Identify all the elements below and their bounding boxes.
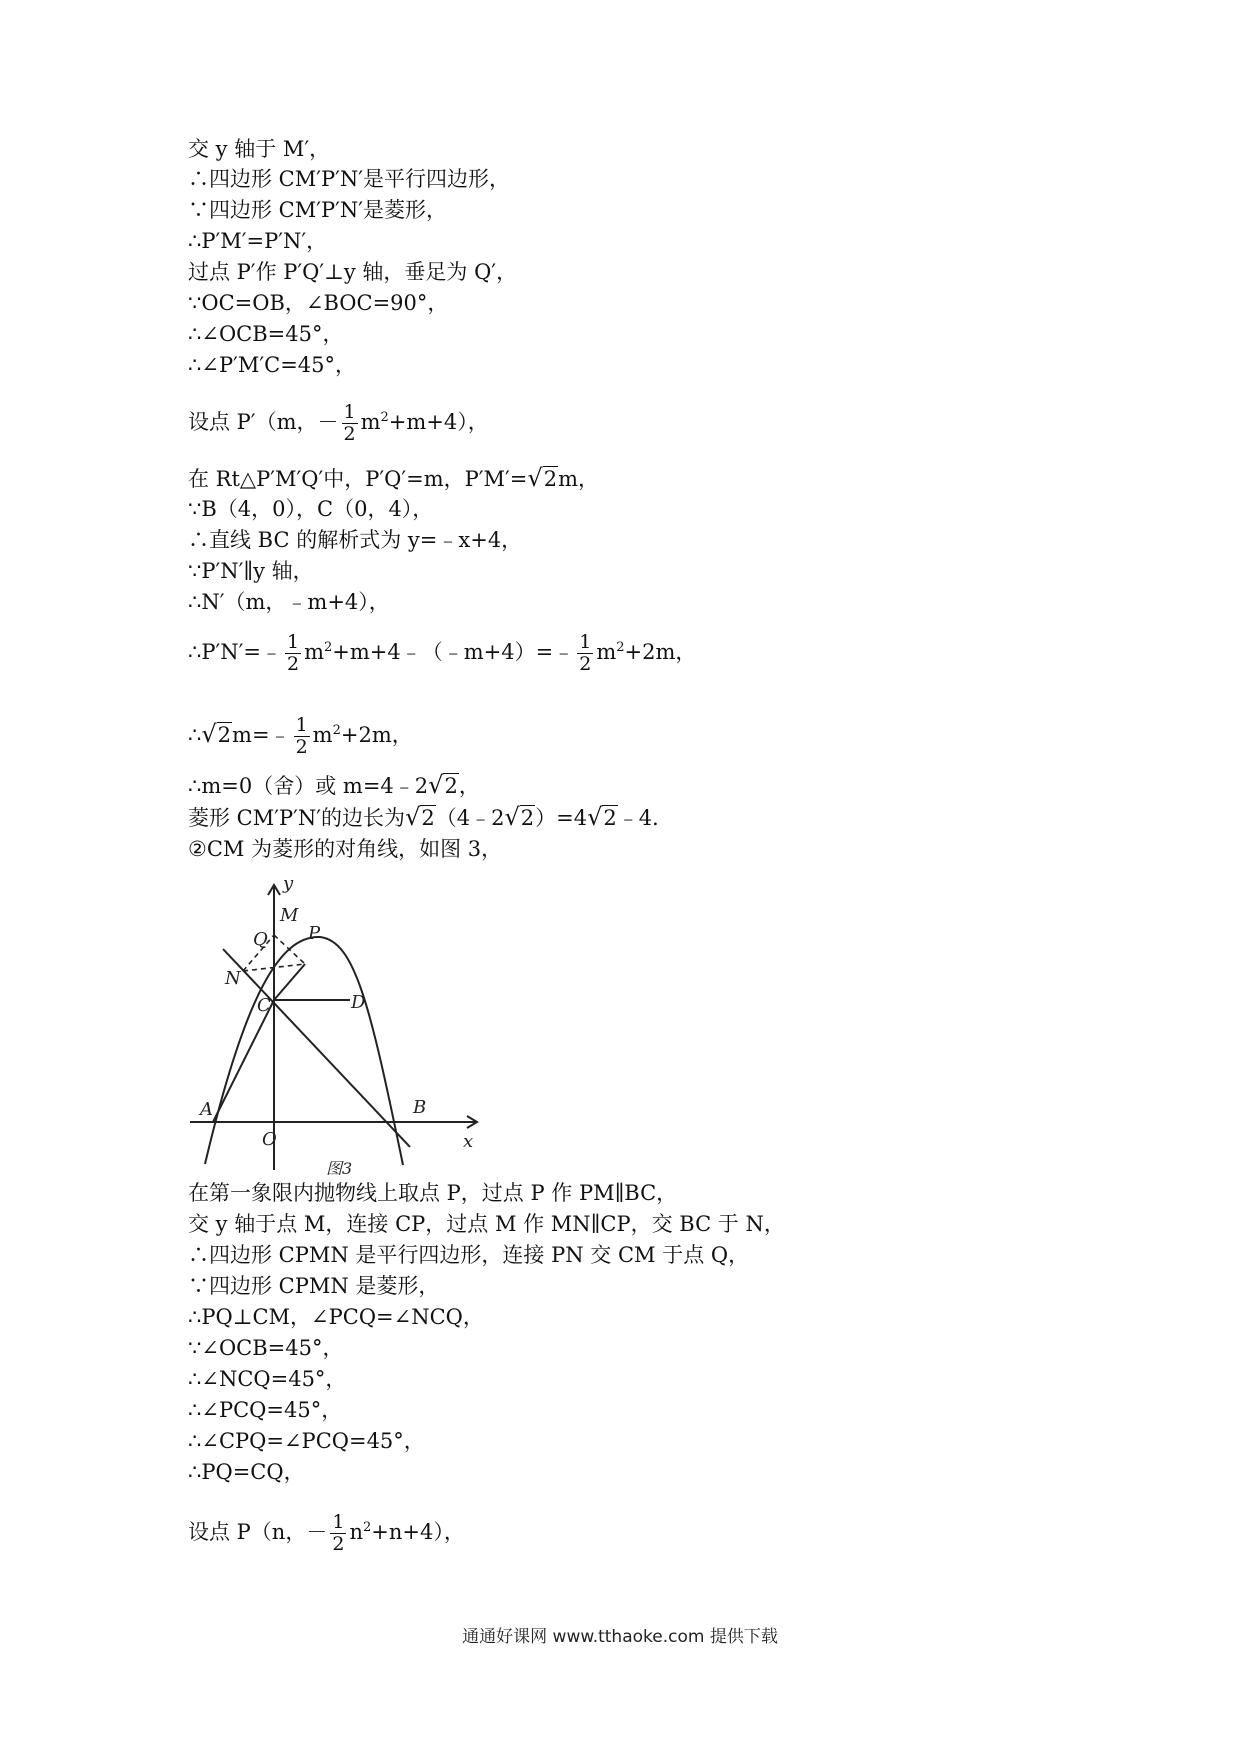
text-fragment: ∴P′N′=﹣: [188, 640, 282, 664]
page-footer: 通通好课网 www.tthaoke.com 提供下载: [462, 1627, 778, 1647]
label-n: N: [225, 968, 241, 989]
label-a: A: [200, 1099, 213, 1120]
formula-line: [188, 466, 599, 491]
formula-line: [188, 1508, 465, 1556]
text-fragment: m: [312, 723, 333, 747]
fraction: [285, 632, 301, 675]
radicand: 2: [520, 806, 535, 830]
figure-caption: 图3: [326, 1159, 353, 1175]
radical-sign: √: [504, 803, 520, 831]
text-line: 过点 P′作 P′Q′⊥y 轴，垂足为 Q′，: [188, 260, 518, 284]
fraction: [342, 402, 358, 445]
exponent: 2: [380, 410, 389, 425]
fraction-denominator: 2: [295, 736, 308, 758]
text-line: ∴PQ⊥CM，∠PCQ=∠NCQ，: [188, 1305, 484, 1329]
text-fragment: 设点 P（n，－: [188, 1520, 328, 1544]
formula-line: [188, 628, 696, 676]
text-line: ∵P′N′∥y 轴，: [188, 559, 314, 583]
fraction: [577, 632, 593, 675]
text-fragment: m=﹣: [232, 723, 291, 747]
text-fragment: 设点 P′（m，－: [188, 410, 339, 434]
square-root: [428, 773, 459, 798]
fraction-denominator: 2: [287, 653, 300, 675]
label-p: P: [308, 923, 321, 944]
text-fragment: 菱形 CM′P′N′的边长为: [188, 806, 406, 830]
label-d: D: [351, 992, 366, 1013]
radical-sign: √: [428, 771, 444, 799]
text-line: ∴∠OCB=45°，: [188, 322, 344, 346]
label-m: M: [280, 905, 299, 926]
text-fragment: ∴: [188, 723, 202, 747]
text-line: ∴直线 BC 的解析式为 y=﹣x+4，: [188, 528, 523, 552]
fraction: [330, 1512, 346, 1555]
text-fragment: ∴m=0（舍）或 m=4﹣2: [188, 774, 429, 798]
text-fragment: +m+4﹣（﹣m+4）=﹣: [332, 640, 575, 664]
formula-line: [188, 805, 673, 830]
fraction-denominator: 2: [579, 653, 592, 675]
fraction-numerator: 1: [579, 631, 592, 653]
exponent: 2: [362, 1520, 372, 1535]
text-fragment: +2m，: [624, 640, 697, 664]
text-fragment: m: [304, 640, 325, 664]
text-line: 交 y 轴于 M′，: [188, 137, 331, 161]
label-o: O: [262, 1129, 277, 1150]
text-line: ∴∠P′M′C=45°，: [188, 353, 357, 377]
radicand: 2: [543, 467, 558, 491]
text-line: ∵四边形 CM′P′N′是菱形，: [188, 198, 448, 222]
label-b: B: [413, 1097, 427, 1118]
text-line: ∴PQ=CQ，: [188, 1460, 305, 1484]
formula-line: [188, 773, 480, 798]
label-x: x: [463, 1131, 474, 1152]
fraction-denominator: 2: [332, 1533, 345, 1555]
text-fragment: （4﹣2: [435, 806, 505, 830]
exponent: 2: [332, 723, 341, 738]
text-line: 在第一象限内抛物线上取点 P，过点 P 作 PM∥BC，: [188, 1181, 678, 1205]
text-line: 交 y 轴于点 M，连接 CP，过点 M 作 MN∥CP，交 BC 于 N，: [188, 1212, 785, 1236]
text-line: ②CM 为菱形的对角线，如图 3，: [188, 837, 503, 861]
text-line: ∴四边形 CM′P′N′是平行四边形，: [188, 167, 511, 191]
label-q: Q: [253, 929, 268, 950]
text-line: ∴∠PCQ=45°，: [188, 1398, 343, 1422]
square-root: [201, 710, 232, 759]
text-fragment: m: [360, 410, 381, 434]
formula-line: [188, 710, 413, 759]
radical-sign: √: [201, 720, 217, 748]
square-root: [504, 805, 535, 830]
radicand: 2: [217, 723, 232, 747]
text-fragment: +n+4），: [371, 1520, 465, 1544]
text-fragment: ）=4: [535, 806, 588, 830]
text-fragment: +2m，: [340, 723, 413, 747]
radical-sign: √: [405, 803, 421, 831]
text-fragment: 在 Rt△P′M′Q′中，P′Q′=m，P′M′=: [188, 467, 528, 491]
formula-line: [188, 398, 489, 446]
radical-sign: √: [587, 803, 603, 831]
figure-3: [185, 875, 495, 1175]
text-line: ∵B（4，0），C（0，4），: [188, 497, 434, 521]
radicand: 2: [603, 806, 617, 830]
label-y: y: [283, 875, 294, 894]
text-line: ∵OC=OB，∠BOC=90°，: [188, 291, 449, 315]
text-fragment: ﹣4．: [617, 806, 674, 830]
fraction-numerator: 1: [287, 631, 300, 653]
text-line: ∴N′（m，﹣m+4），: [188, 590, 390, 614]
fraction-denominator: 2: [343, 423, 356, 445]
radicand: 2: [421, 806, 435, 830]
text-fragment: ，: [458, 774, 480, 798]
label-c: C: [257, 995, 271, 1016]
text-fragment: n: [349, 1520, 363, 1544]
line-ac: [213, 1000, 274, 1122]
exponent: 2: [324, 640, 333, 655]
radicand: 2: [444, 774, 458, 798]
radical-sign: √: [527, 464, 543, 492]
text-line: ∴∠CPQ=∠PCQ=45°，: [188, 1429, 425, 1453]
line-cp: [274, 964, 305, 1000]
text-line: ∴P′M′=P′N′，: [188, 229, 328, 253]
square-root: [405, 805, 436, 830]
exponent: 2: [616, 640, 625, 655]
text-fragment: +m+4），: [388, 410, 489, 434]
text-line: ∵∠OCB=45°，: [188, 1336, 344, 1360]
fraction: [294, 715, 310, 758]
fraction-numerator: 1: [332, 1511, 345, 1533]
fraction-numerator: 1: [295, 714, 308, 736]
square-root: [587, 805, 618, 830]
text-line: ∴∠NCQ=45°，: [188, 1367, 347, 1391]
text-fragment: m: [596, 640, 617, 664]
text-line: ∵四边形 CPMN 是菱形，: [188, 1274, 440, 1298]
square-root: [527, 466, 558, 491]
fraction-numerator: 1: [343, 401, 356, 423]
figure-3-drawing: [185, 875, 495, 1175]
text-fragment: m，: [558, 467, 599, 491]
text-line: ∴四边形 CPMN 是平行四边形，连接 PN 交 CM 于点 Q，: [188, 1243, 750, 1267]
